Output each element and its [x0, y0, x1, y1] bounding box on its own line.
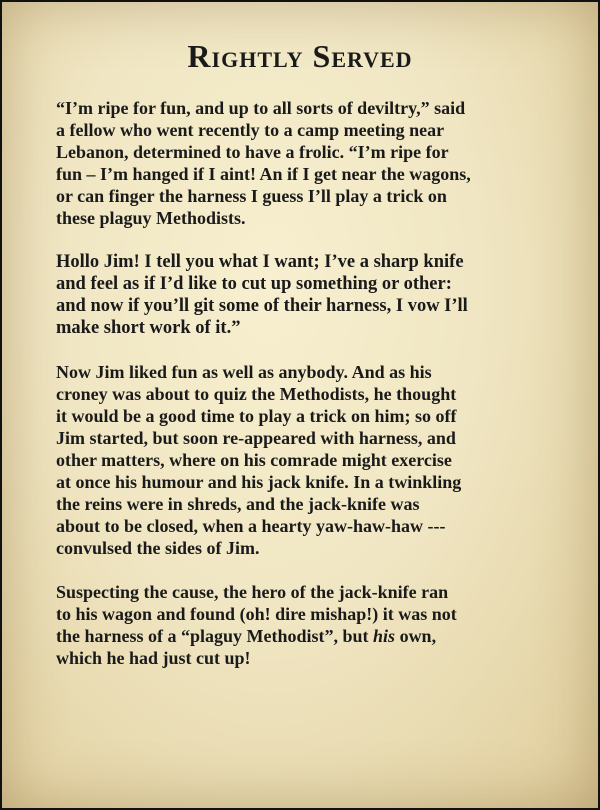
paragraph-2: Hollo Jim! I tell you what I want; I’ve a sharp knife and feel as if I’d like to cut up something or other: and now if you’ll git some of their harness, I vow I’ll make short work of it.” — [56, 252, 468, 338]
paragraph-1: “I’m ripe for fun, and up to all sorts of deviltry,” said a fellow who went recently to a camp meeting near Lebanon, determined to have a frolic. “I’m ripe for fun – I’m hanged if I aint! An if I get near the wagons, or can finger the harness I guess I’ll play a trick on these plaguy Methodists. — [56, 98, 471, 228]
paragraph-3: Now Jim liked fun as well as anybody. And as his croney was about to quiz the Methodists, he thought it would be a good time to play a trick on him; so off Jim started, but soon re-appeared with harness, and other matters, where on his comrade might exercise at once his humour and his jack knife. In a twinkling the reins were in shreds, and the jack-knife was about to be closed, when a hearty yaw-haw-haw --- convulsed the sides of Jim. — [56, 362, 462, 558]
story-title: Rightly Served — [187, 38, 413, 74]
paragraph-4 — [56, 581, 546, 669]
paragraph-4-emphasis: his — [373, 626, 396, 646]
story-body — [56, 97, 546, 691]
paragraph-4-text-after: own, which he had just cut up! — [56, 626, 437, 668]
paragraph-4-text-before: Suspecting the cause, the hero of the jack-knife ran to his wagon and found (oh! dire mishap!) it was not the harness of a “plaguy Methodist”, but — [56, 582, 457, 646]
